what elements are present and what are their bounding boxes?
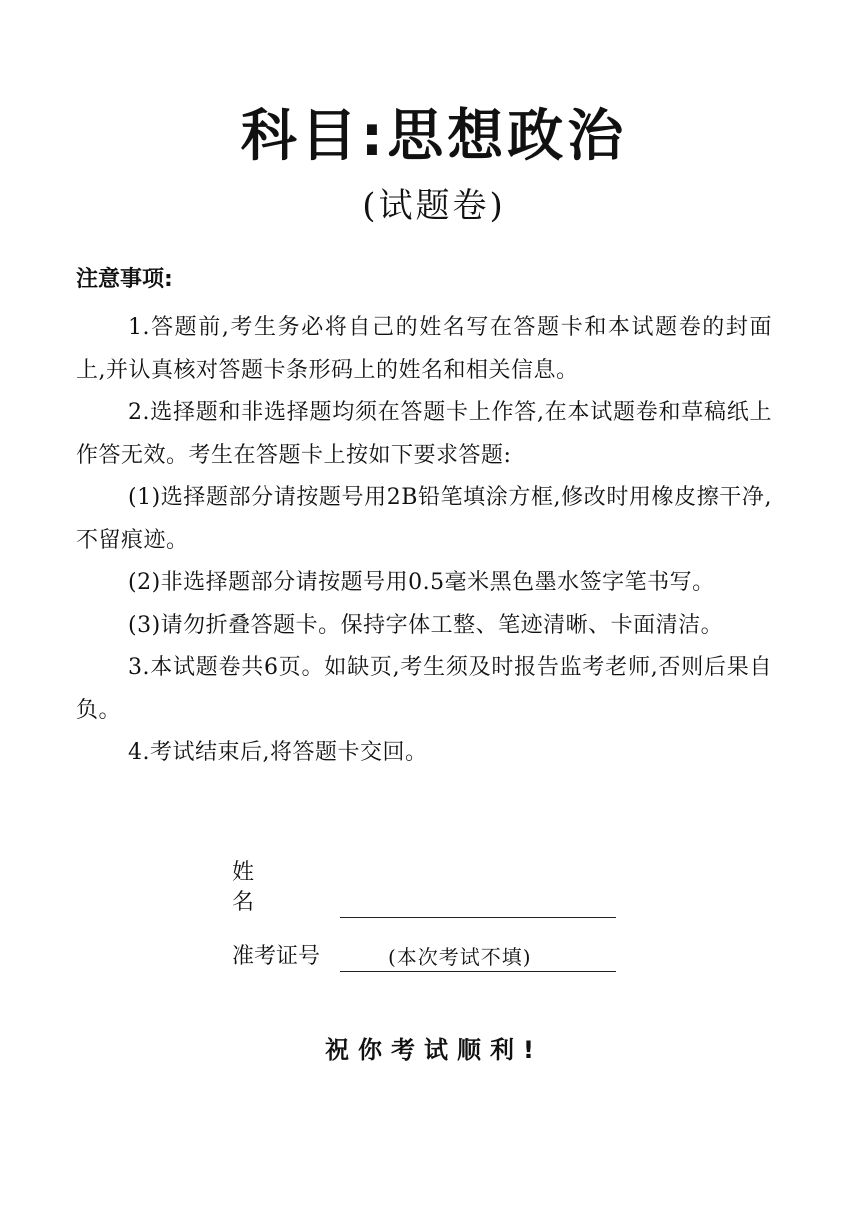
exam-id-note: (本次考试不填) <box>388 945 532 969</box>
notes-heading: 注意事项: <box>76 267 173 292</box>
exam-id-field-row <box>232 942 616 972</box>
note-item-2: 2.选择题和非选择题均须在答题卡上作答,在本试题卷和草稿纸上作答无效。考生在答题卡上按如下要求答题: <box>76 400 772 468</box>
paper-type-subtitle: (试题卷) <box>362 186 506 226</box>
note-item-2-sub-2: (2)非选择题部分请按题号用0.5毫米黑色墨水签字笔书写。 <box>128 570 715 595</box>
note-item-2-sub-1: (1)选择题部分请按题号用2B铅笔填涂方框,修改时用橡皮擦干净,不留痕迹。 <box>76 485 772 553</box>
note-item-1: 1.答题前,考生务必将自己的姓名写在答题卡和本试题卷的封面上,并认真核对答题卡条形码上的姓名和相关信息。 <box>76 315 772 383</box>
name-label: 姓名 <box>232 860 309 915</box>
notes-list <box>76 307 772 775</box>
exam-id-blank-line <box>340 944 616 972</box>
exam-id-label: 准考证号 <box>232 944 321 969</box>
good-luck-message: 祝你考试顺利! <box>325 1036 543 1064</box>
note-item-2-sub-3: (3)请勿折叠答题卡。保持字体工整、笔迹清晰、卡面清洁。 <box>128 612 724 638</box>
note-item-3: 3.本试题卷共6页。如缺页,考生须及时报告监考老师,否则后果自负。 <box>76 655 772 723</box>
note-item-4: 4.考试结束后,将答题卡交回。 <box>128 740 428 765</box>
name-blank-line <box>340 889 616 918</box>
subject-title: 科目:思想政治 <box>240 104 628 169</box>
name-field-row <box>232 858 616 918</box>
